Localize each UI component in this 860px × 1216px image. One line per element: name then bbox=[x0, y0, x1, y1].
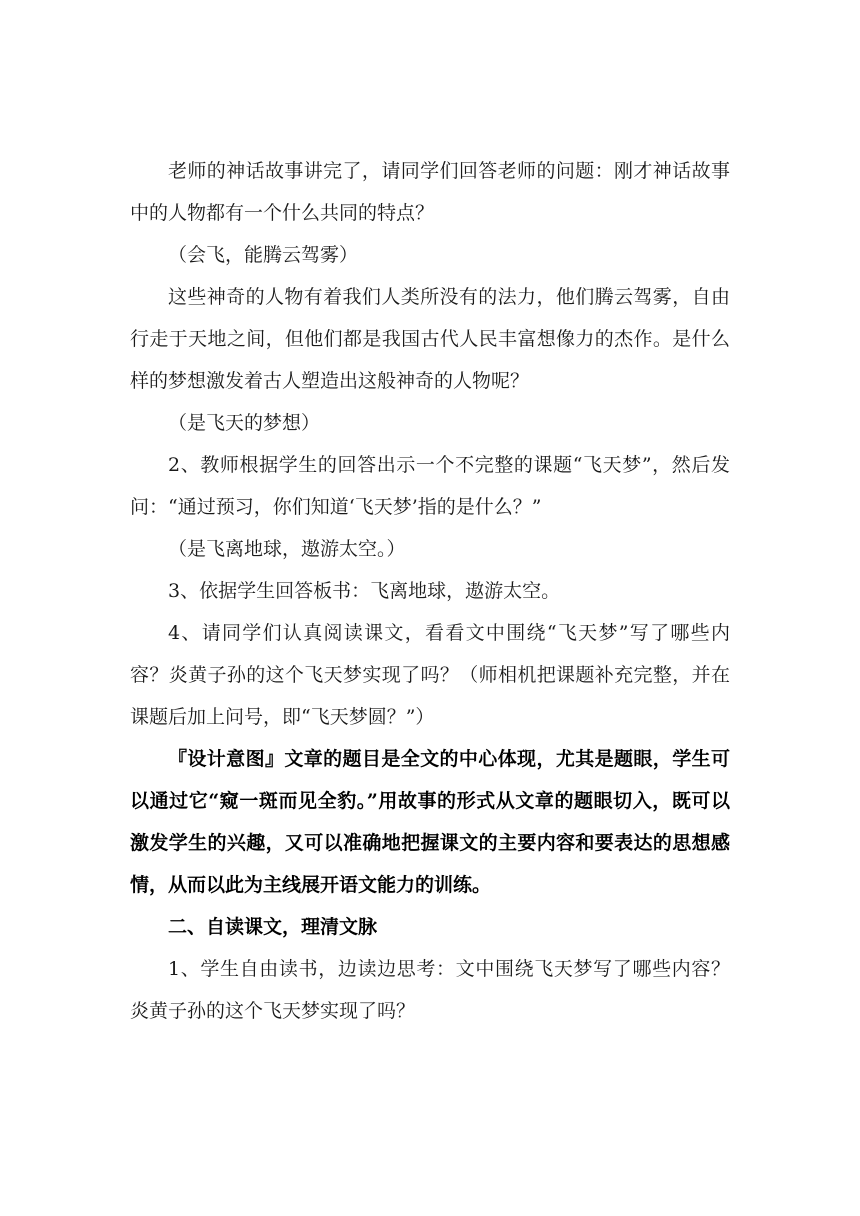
paragraph-step-4: 4、请同学们认真阅读课文，看看文中围绕“飞天梦”写了哪些内容？炎黄子孙的这个飞天梦实现了吗？（师相机把课题补充完整，并在课题后加上问号，即“飞天梦圆？”） bbox=[130, 622, 730, 728]
section-heading-self-reading: 二、自读课文，理清文脉 bbox=[168, 916, 378, 938]
document-body bbox=[130, 150, 730, 1032]
paragraph-step-2: 2、教师根据学生的回答出示一个不完整的课题“飞天梦”，然后发问：“通过预习，你们知道‘飞天梦’指的是什么？” bbox=[130, 454, 730, 518]
paragraph-step-3: 3、依据学生回答板书：飞离地球，遨游太空。 bbox=[168, 580, 561, 602]
paragraph-self-reading-step-1: 1、学生自由读书，边读边思考：文中围绕飞天梦写了哪些内容？炎黄子孙的这个飞天梦实现了吗？ bbox=[130, 958, 730, 1022]
paragraph-answer-space: （是飞离地球，遨游太空。） bbox=[168, 538, 406, 560]
paragraph-answer-dream: （是飞天的梦想） bbox=[168, 412, 321, 434]
paragraph-magic-characters: 这些神奇的人物有着我们人类所没有的法力，他们腾云驾雾，自由行走于天地之间，但他们都是我国古代人民丰富想像力的杰作。是什么样的梦想激发着古人塑造出这般神奇的人物呢？ bbox=[130, 286, 730, 392]
paragraph-teacher-question: 老师的神话故事讲完了，请同学们回答老师的问题：刚才神话故事中的人物都有一个什么共同的特点？ bbox=[130, 160, 730, 224]
paragraph-answer-fly: （会飞，能腾云驾雾） bbox=[168, 244, 359, 266]
paragraph-design-intent: 『设计意图』文章的题目是全文的中心体现，尤其是题眼，学生可以通过它“窥一斑而见全豹。”用故事的形式从文章的题眼切入，既可以激发学生的兴趣，又可以准确地把握课文的主要内容和要表达的思想感情，从而以此为主线展开语文能力的训练。 bbox=[130, 748, 730, 896]
